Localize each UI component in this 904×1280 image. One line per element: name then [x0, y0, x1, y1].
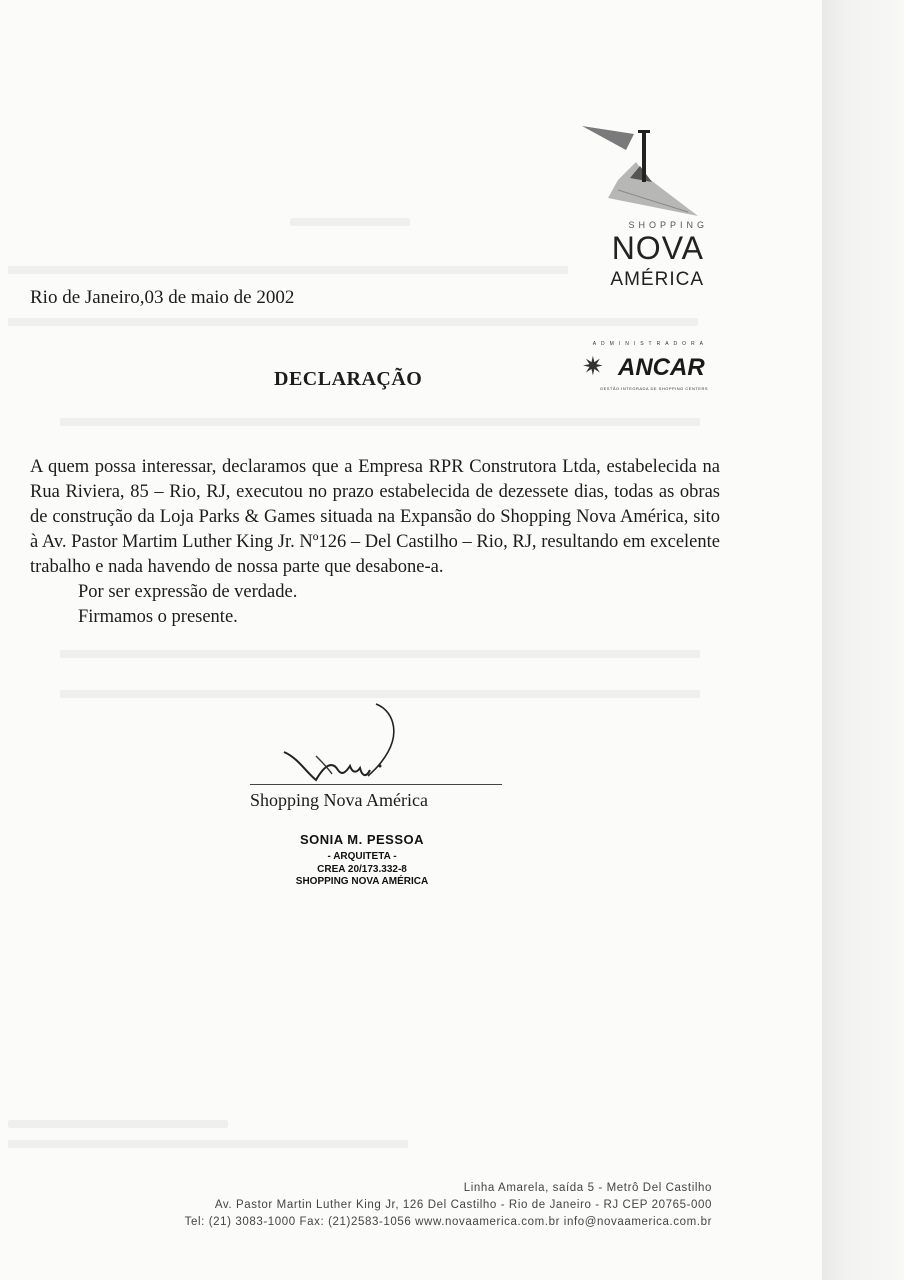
bleed-through-mark — [8, 1120, 228, 1128]
handwritten-signature — [276, 700, 476, 790]
declaration-paragraph: A quem possa interessar, declaramos que a Empresa RPR Construtora Ltda, estabelecida na Rua Riviera, 85 – Rio, RJ, executou no prazo estabelecida de dezessete dias, todas as obras de construção da Loja Parks & Games situada na Expansão do Shopping Nova América, sito à Av. Pastor Martim Luther King Jr. Nº126 – Del Castilho – Rio, RJ, resultando em excelente trabalho e nada havendo de nossa parte que desabone-a. — [30, 457, 720, 577]
document-title: DECLARAÇÃO — [274, 368, 423, 390]
logo-ancar-tagline: GESTÃO INTEGRADA DE SHOPPING CENTERS — [599, 386, 708, 391]
logo-ancar-text: ANCAR — [618, 354, 705, 381]
footer-line-3: Tel: (21) 3083-1000 Fax: (21)2583-1056 www.novaamerica.com.br info@novaamerica.com.br — [184, 1216, 712, 1228]
footer-line-2: Av. Pastor Martin Luther King Jr, 126 Del Castilho - Rio de Janeiro - RJ CEP 20765-000 — [214, 1199, 712, 1211]
shopping-nova-america-logo — [578, 120, 708, 400]
signature-company: Shopping Nova América — [250, 790, 428, 810]
letter-body — [30, 455, 720, 630]
closing-line-2: Firmamos o presente. — [78, 607, 238, 627]
bleed-through-mark — [8, 266, 568, 274]
footer-line-1: Linha Amarela, saída 5 - Metrô Del Castilho — [463, 1182, 712, 1194]
logo-shopping-text: SHOPPING — [628, 220, 708, 230]
scan-margin — [822, 0, 904, 1280]
bleed-through-mark — [290, 218, 410, 226]
signatory-stamp — [262, 832, 462, 887]
logo-administradora-text: ADMINISTRADORA — [592, 341, 708, 347]
letterhead-footer — [60, 1180, 712, 1231]
stamp-crea: CREA 20/173.332-8 — [317, 864, 407, 875]
bleed-through-mark — [60, 690, 700, 698]
bleed-through-mark — [60, 418, 700, 426]
mountain-logo-icon — [578, 120, 708, 220]
date-line: Rio de Janeiro,03 de maio de 2002 — [30, 287, 295, 308]
logo-america-text: AMÉRICA — [610, 269, 704, 290]
logo-nova-text: NOVA — [611, 230, 704, 266]
stamp-name: SONIA M. PESSOA — [299, 832, 425, 847]
bleed-through-mark — [8, 1140, 408, 1148]
ancar-star-icon: ✷ — [582, 352, 604, 381]
signature-line — [250, 784, 502, 785]
stamp-role: - ARQUITETA - — [327, 851, 397, 862]
stamp-company: SHOPPING NOVA AMÉRICA — [295, 876, 429, 887]
closing-line-1: Por ser expressão de verdade. — [78, 582, 298, 602]
bleed-through-mark — [60, 650, 700, 658]
